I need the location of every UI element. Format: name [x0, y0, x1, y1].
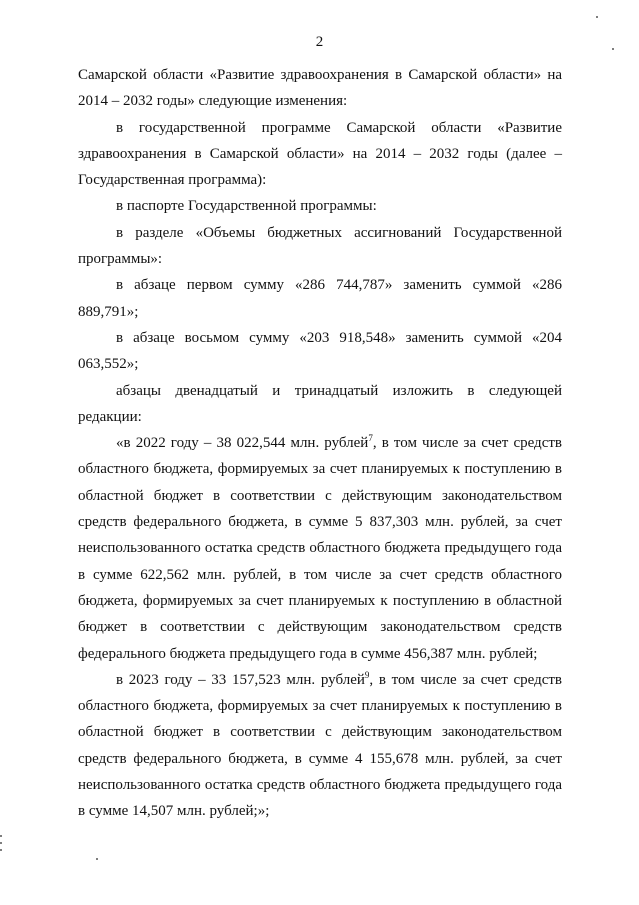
footnote-mark-9: 9	[364, 669, 370, 680]
paragraph-program: в государственной программе Самарской области «Развитие здравоохранения в Самарской области» на 2014 – 2032 годы (далее – Государственная программа):	[78, 119, 562, 189]
paragraph-first-abzac: в абзаце первом сумму «286 744,787» заменить суммой «286 889,791»;	[78, 277, 562, 320]
scan-speck	[612, 48, 614, 50]
paragraph-passport: в паспорте Государственной программы:	[116, 198, 377, 215]
paragraph-2023-lead: в 2023 году – 33 157,523 млн. рублей	[116, 671, 365, 688]
paragraph-intro: Самарской области «Развитие здравоохранения в Самарской области» на 2014 – 2032 годы» следующие изменения:	[78, 67, 562, 110]
paragraph-2023	[78, 667, 562, 825]
paragraph-2022-lead: «в 2022 году – 38 022,544 млн. рублей	[116, 435, 369, 452]
footnote-mark-7: 7	[368, 433, 373, 444]
scan-speck	[0, 849, 2, 851]
scan-speck	[96, 858, 98, 860]
paragraph-2023-rest: , в том числе за счет средств областного бюджета, формируемых за счет планируемых к поступлению в областной бюджет в соответствии с действующим законодательством средств федерального бюджета, в сумме 4 155,678 млн. рублей, за счет неиспользованного остатка средств областного бюджета предыдущего года в сумме 14,507 млн. рублей;»;	[78, 671, 562, 820]
scan-speck	[0, 835, 2, 837]
paragraph-eighth-abzac: в абзаце восьмом сумму «203 918,548» заменить суммой «204 063,552»;	[78, 329, 562, 373]
scan-speck	[596, 16, 598, 18]
paragraph-2022-rest: , в том числе за счет средств областного бюджета, формируемых за счет планируемых к поступлению в областной бюджет в соответствии с действующим законодательством средств федерального бюджета, в сумме 5 837,303 млн. рублей, за счет неиспользованного остатка средств областного бюджета предыдущего года в сумме 622,562 млн. рублей, в том числе за счет средств областного бюджета, формируемых за счет планируемых к поступлению в областной бюджет в соответствии с действующим законодательством средств федерального бюджета предыдущего года в сумме 456,387 млн. рублей;	[78, 435, 562, 662]
paragraph-section: в разделе «Объемы бюджетных ассигнований Государственной программы»:	[78, 224, 562, 268]
page-number: 2	[315, 34, 324, 50]
scan-speck	[0, 842, 2, 844]
paragraph-2022	[78, 430, 562, 667]
paragraph-twelfth-thirteenth: абзацы двенадцатый и тринадцатый изложить в следующей редакции:	[78, 382, 562, 425]
document-body	[78, 62, 562, 825]
